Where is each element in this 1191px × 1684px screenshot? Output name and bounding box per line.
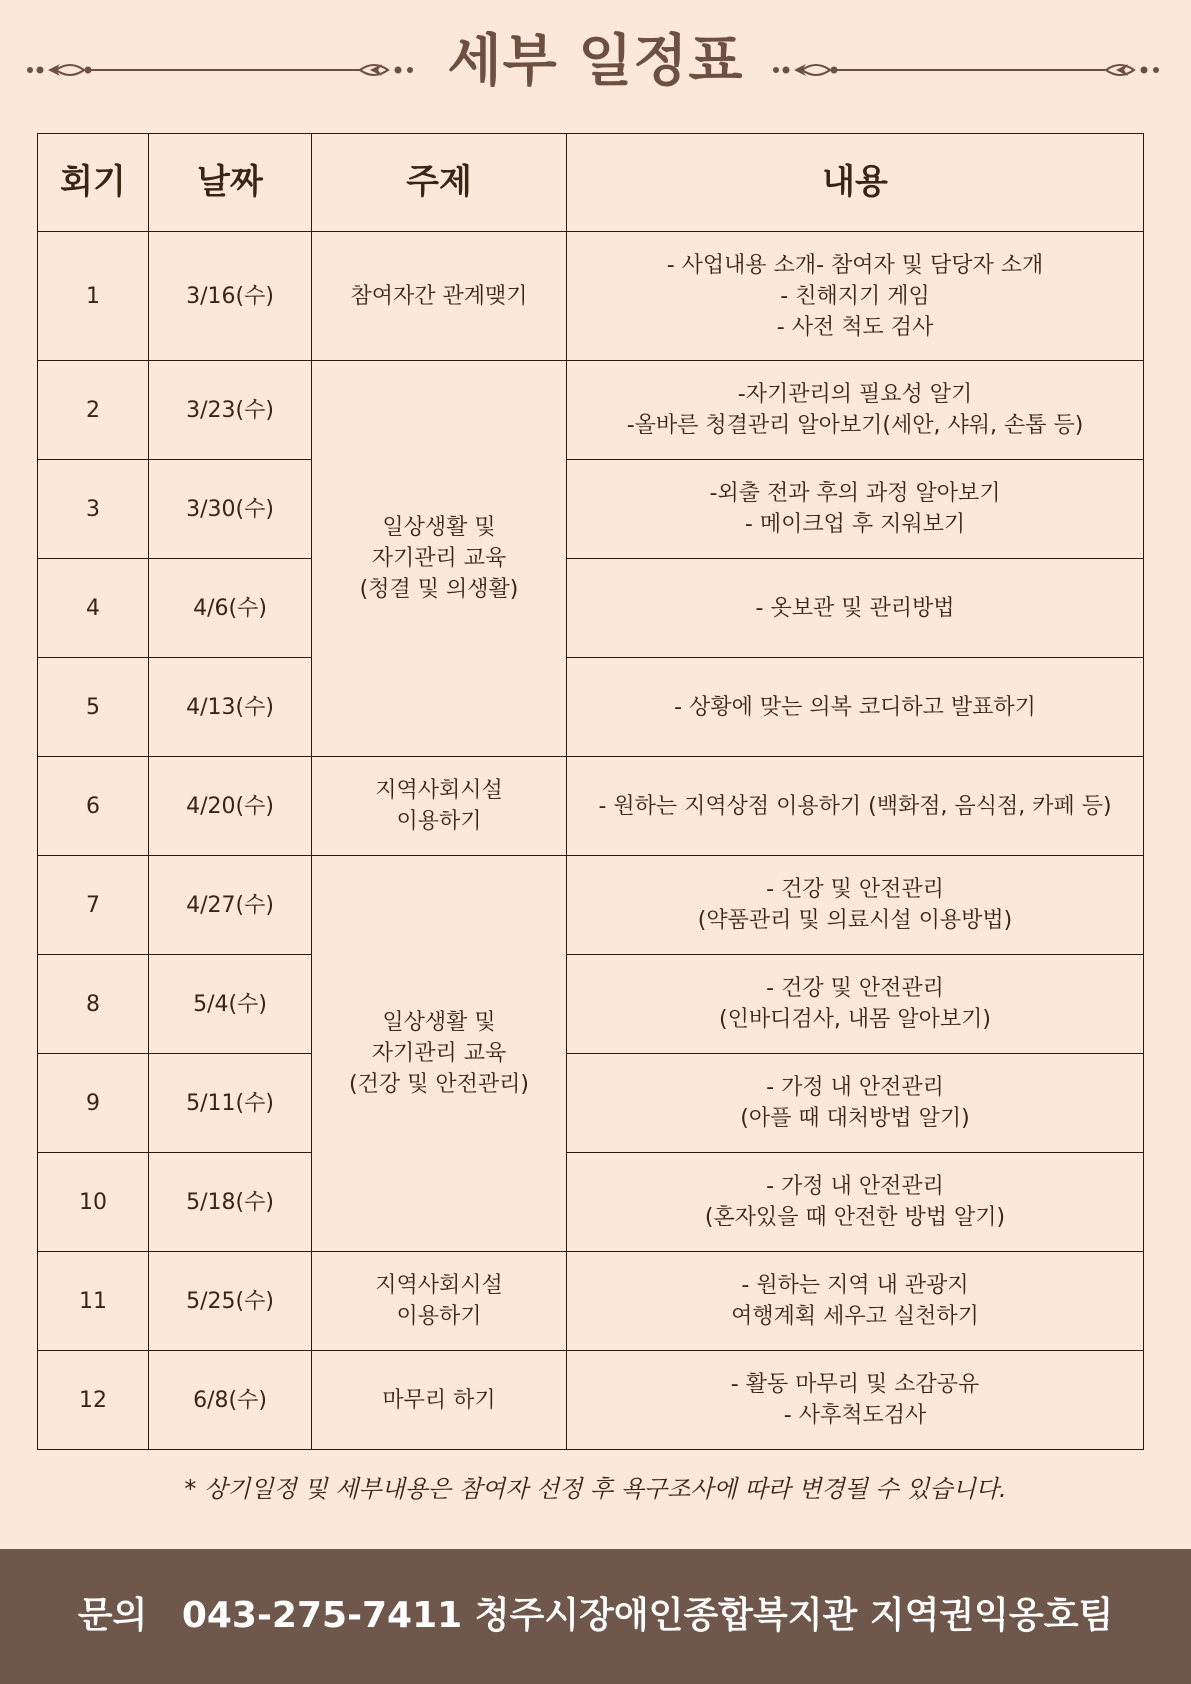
date-cell: 5/4(수) — [149, 955, 312, 1054]
date-cell: 4/6(수) — [149, 559, 312, 658]
session-cell: 11 — [38, 1252, 149, 1351]
schedule-table — [37, 133, 1144, 1450]
topic-cell: 지역사회시설 이용하기 — [312, 757, 567, 856]
header-session: 회기 — [38, 134, 149, 232]
content-cell: - 원하는 지역 내 관광지 여행계획 세우고 실천하기 — [567, 1252, 1144, 1351]
topic-cell: 참여자간 관계맺기 — [312, 232, 567, 361]
topic-cell: 지역사회시설 이용하기 — [312, 1252, 567, 1351]
table-row — [38, 856, 1144, 955]
date-cell: 3/23(수) — [149, 361, 312, 460]
table-row — [38, 658, 1144, 757]
header-content: 내용 — [567, 134, 1144, 232]
date-cell: 3/30(수) — [149, 460, 312, 559]
table-header-row — [38, 134, 1144, 232]
topic-cell: 일상생활 및 자기관리 교육 (건강 및 안전관리) — [312, 856, 567, 1252]
session-cell: 6 — [38, 757, 149, 856]
date-cell: 6/8(수) — [149, 1351, 312, 1450]
content-cell: - 원하는 지역상점 이용하기 (백화점, 음식점, 카페 등) — [567, 757, 1144, 856]
table-row — [38, 232, 1144, 361]
header-date: 날짜 — [149, 134, 312, 232]
content-cell: - 건강 및 안전관리 (약품관리 및 의료시설 이용방법) — [567, 856, 1144, 955]
topic-cell: 일상생활 및 자기관리 교육 (청결 및 의생활) — [312, 361, 567, 757]
session-cell: 1 — [38, 232, 149, 361]
date-cell: 4/27(수) — [149, 856, 312, 955]
table-row — [38, 1351, 1144, 1450]
session-cell: 12 — [38, 1351, 149, 1450]
table-body — [38, 232, 1144, 1450]
table-row — [38, 955, 1144, 1054]
title-row — [0, 22, 1191, 102]
session-cell: 4 — [38, 559, 149, 658]
session-cell: 9 — [38, 1054, 149, 1153]
contact-organization: 청주시장애인종합복지관 지역권익옹호팀 — [474, 1595, 1114, 1636]
session-cell: 2 — [38, 361, 149, 460]
table-row — [38, 559, 1144, 658]
content-cell: - 상황에 맞는 의복 코디하고 발표하기 — [567, 658, 1144, 757]
table-row — [38, 1153, 1144, 1252]
contact-phone: 043-275-7411 — [181, 1595, 463, 1636]
header-topic: 주제 — [312, 134, 567, 232]
contact-label: 문의 — [77, 1595, 148, 1636]
date-cell: 5/18(수) — [149, 1153, 312, 1252]
table-row — [38, 757, 1144, 856]
content-cell: - 가정 내 안전관리 (아플 때 대처방법 알기) — [567, 1054, 1144, 1153]
session-cell: 10 — [38, 1153, 149, 1252]
content-cell: - 가정 내 안전관리 (혼자있을 때 안전한 방법 알기) — [567, 1153, 1144, 1252]
content-cell: - 사업내용 소개- 참여자 및 담당자 소개 - 친해지기 게임 - 사전 척도 검사 — [567, 232, 1144, 361]
date-cell: 4/20(수) — [149, 757, 312, 856]
session-cell: 7 — [38, 856, 149, 955]
footer-bar — [0, 1549, 1191, 1684]
date-cell: 3/16(수) — [149, 232, 312, 361]
content-cell: - 옷보관 및 관리방법 — [567, 559, 1144, 658]
schedule-note: * 상기일정 및 세부내용은 참여자 선정 후 욕구조사에 따라 변경될 수 있습니다. — [184, 1475, 1007, 1503]
table-row — [38, 361, 1144, 460]
content-cell: -외출 전과 후의 과정 알아보기 - 메이크업 후 지워보기 — [567, 460, 1144, 559]
date-cell: 4/13(수) — [149, 658, 312, 757]
table-row — [38, 1252, 1144, 1351]
date-cell: 5/11(수) — [149, 1054, 312, 1153]
page-title: 세부 일정표 — [447, 29, 744, 94]
session-cell: 3 — [38, 460, 149, 559]
date-cell: 5/25(수) — [149, 1252, 312, 1351]
content-cell: - 활동 마무리 및 소감공유 - 사후척도검사 — [567, 1351, 1144, 1450]
table-row — [38, 460, 1144, 559]
content-cell: -자기관리의 필요성 알기 -올바른 청결관리 알아보기(세안, 샤워, 손톱 등) — [567, 361, 1144, 460]
content-cell: - 건강 및 안전관리 (인바디검사, 내몸 알아보기) — [567, 955, 1144, 1054]
session-cell: 5 — [38, 658, 149, 757]
table-row — [38, 1054, 1144, 1153]
session-cell: 8 — [38, 955, 149, 1054]
contact-info — [0, 1591, 1191, 1641]
right-ornament-icon — [772, 60, 1162, 80]
topic-cell: 마무리 하기 — [312, 1351, 567, 1450]
